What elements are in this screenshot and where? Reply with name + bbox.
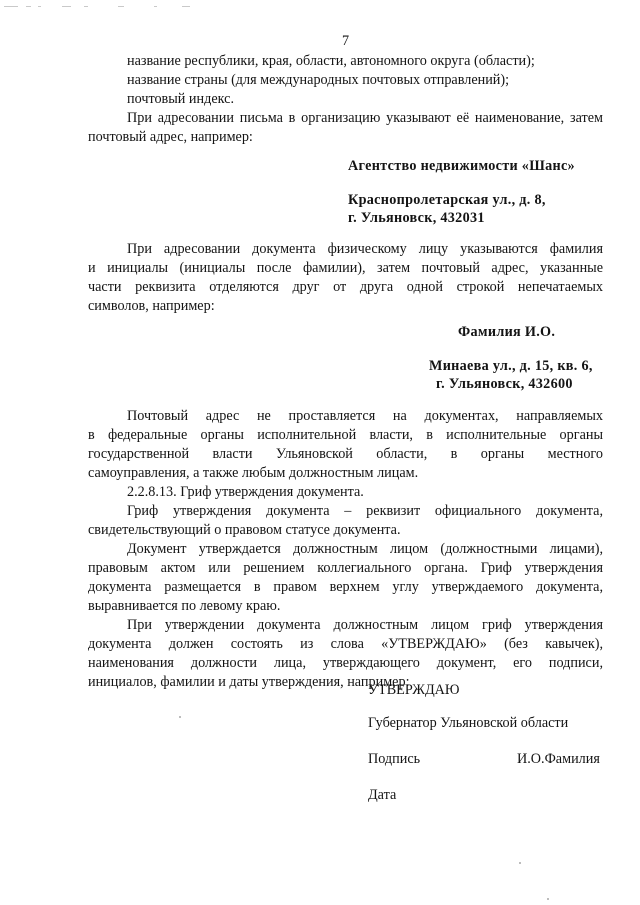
recipient-street: Минаева ул., д. 15, кв. 6,	[429, 358, 593, 374]
text-line: Документ утверждается должностным лицом (должностными лицами),	[127, 541, 603, 557]
address-street: Краснопролетарская ул., д. 8,	[348, 192, 546, 208]
text-line: почтовый адрес, например:	[88, 129, 253, 145]
text-line: название страны (для международных почтовых отправлений);	[127, 72, 510, 88]
text-line: части реквизита отделяются друг от друга одной строкой непечатаемых	[88, 279, 603, 295]
recipient-name: Фамилия И.О.	[458, 324, 556, 340]
approval-word: УТВЕРЖДАЮ	[368, 682, 460, 698]
approval-name: И.О.Фамилия	[517, 751, 600, 767]
scan-dot	[547, 898, 549, 900]
text-line: государственной власти Ульяновской области, в органы местного	[88, 446, 603, 462]
text-line: выравнивается по левому краю.	[88, 598, 281, 614]
text-line: правовым актом или решением коллегиального органа. Гриф утверждения	[88, 560, 603, 576]
text-line: символов, например:	[88, 298, 215, 314]
scan-specks	[4, 6, 204, 12]
text-line: При адресовании письма в организацию указывают её наименование, затем	[127, 110, 603, 126]
text-line: документа должен состоять из слова «УТВЕРЖДАЮ» (без кавычек),	[88, 636, 603, 652]
text-line: документа размещается в правом верхнем углу утверждаемого документа,	[88, 579, 603, 595]
text-line: в федеральные органы исполнительной власти, в исполнительные органы	[88, 427, 603, 443]
recipient-city: г. Ульяновск, 432600	[436, 376, 573, 392]
scan-dot	[519, 862, 521, 864]
text-line: Почтовый адрес не проставляется на документах, направляемых	[127, 408, 603, 424]
text-line: название республики, края, области, автономного округа (области);	[127, 53, 535, 69]
text-line: При утверждении документа должностным лицом гриф утверждения	[127, 617, 603, 633]
address-org: Агентство недвижимости «Шанс»	[348, 158, 575, 174]
text-line: наименования должности лица, утверждающего документ, его подписи,	[88, 655, 603, 671]
approval-date: Дата	[368, 787, 397, 803]
scan-dot	[179, 716, 181, 718]
text-line: свидетельствующий о правовом статусе документа.	[88, 522, 401, 538]
text-line: и инициалы (инициалы после фамилии), затем почтовый адрес, указанные	[88, 260, 603, 276]
text-line: почтовый индекс.	[127, 91, 235, 107]
text-line: Гриф утверждения документа – реквизит официального документа,	[127, 503, 603, 519]
approval-position: Губернатор Ульяновской области	[368, 715, 569, 731]
approval-signature: Подпись	[368, 751, 421, 767]
page-number: 7	[342, 33, 350, 49]
section-heading: 2.2.8.13. Гриф утверждения документа.	[127, 484, 364, 500]
text-line: При адресовании документа физическому лицу указываются фамилия	[127, 241, 603, 257]
text-line: самоуправления, а также любым должностным лицам.	[88, 465, 419, 481]
text-line: инициалов, фамилии и даты утверждения, например:	[88, 674, 410, 690]
address-city: г. Ульяновск, 432031	[348, 210, 485, 226]
